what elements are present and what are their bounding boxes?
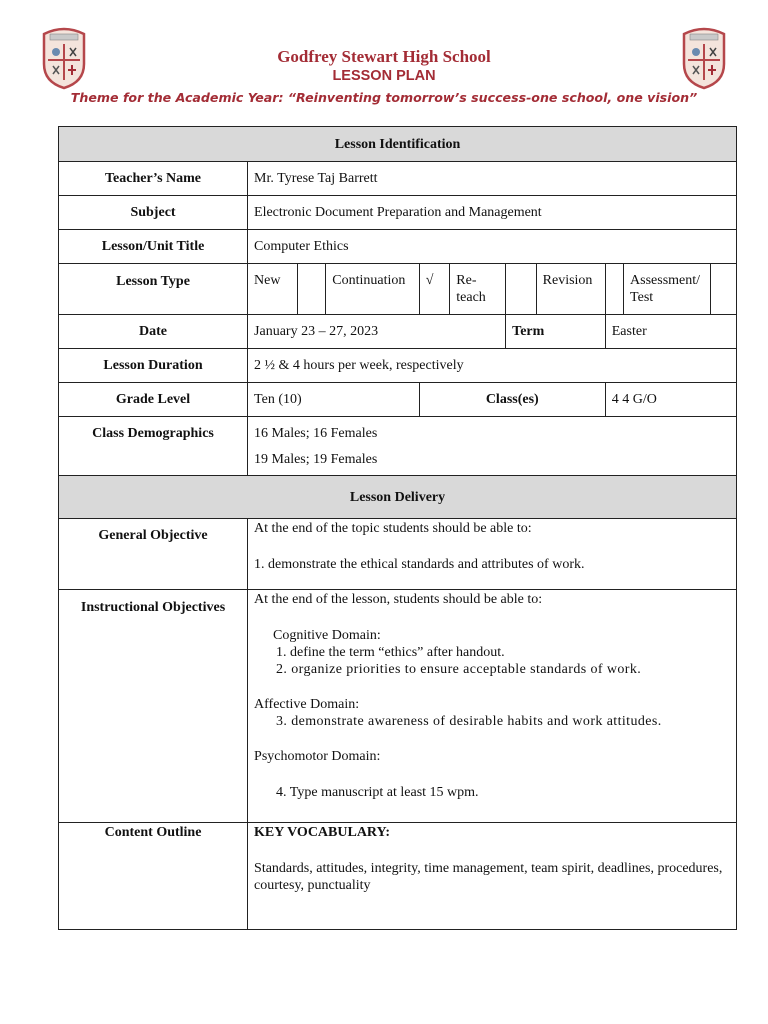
type-option-mark [297, 264, 325, 315]
row-grade [59, 383, 737, 417]
subject-label: Subject [59, 196, 248, 230]
date-label: Date [59, 315, 248, 349]
psychomotor-item: 4. Type manuscript at least 15 wpm. [276, 785, 479, 800]
row-subject [59, 196, 737, 230]
type-option-mark [711, 264, 737, 315]
instructional-objectives-label: Instructional Objectives [59, 590, 248, 823]
teacher-name: Mr. Tyrese Taj Barrett [248, 162, 737, 196]
general-objective-intro: At the end of the topic students should be able to: [254, 521, 532, 536]
row-date [59, 315, 737, 349]
demographics-label: Class Demographics [59, 417, 248, 476]
row-instructional-objectives [59, 590, 737, 823]
cognitive-domain-label: Cognitive Domain: [273, 628, 381, 643]
row-duration [59, 349, 737, 383]
type-option-label: Re-teach [450, 264, 506, 315]
type-option-mark [605, 264, 623, 315]
lesson-type-label: Lesson Type [59, 264, 248, 315]
row-demographics [59, 417, 737, 476]
vocabulary-list: Standards, attitudes, integrity, time management, team spirit, deadlines, procedures, courtesy, punctuality [254, 861, 723, 893]
lesson-title-value: Computer Ethics [248, 230, 737, 264]
section-header-identification [59, 127, 737, 162]
classes-label: Class(es) [419, 383, 605, 417]
general-objective-label: General Objective [59, 519, 248, 590]
demographics-value [248, 417, 737, 476]
row-general-objective [59, 519, 737, 590]
cognitive-item: 1. define the term “ethics” after handout. [276, 645, 505, 660]
term-value: Easter [605, 315, 736, 349]
lesson-plan-table [58, 126, 737, 930]
content-outline-label: Content Outline [59, 823, 248, 930]
classes-value: 4 4 G/O [605, 383, 736, 417]
general-objective-value [248, 519, 737, 590]
teacher-label: Teacher’s Name [59, 162, 248, 196]
demographics-line: 16 Males; 16 Females [254, 426, 378, 441]
demographics-line: 19 Males; 19 Females [254, 452, 378, 467]
type-option-mark: √ [419, 264, 449, 315]
vocabulary-heading: KEY VOCABULARY: [254, 825, 391, 840]
document-title: LESSON PLAN [332, 68, 436, 84]
duration-value: 2 ½ & 4 hours per week, respectively [248, 349, 737, 383]
academic-theme: Theme for the Academic Year: “Reinventing tomorrow’s success-one school, one vision” [70, 90, 698, 105]
school-crest-icon [680, 24, 728, 90]
type-option-label: Continuation [326, 264, 420, 315]
type-option-mark [506, 264, 536, 315]
row-lesson-type [59, 264, 737, 315]
cognitive-item: 2. organize priorities to ensure acceptable standards of work. [276, 662, 642, 677]
type-option-label: Assessment/ Test [624, 264, 711, 315]
date-value: January 23 – 27, 2023 [248, 315, 506, 349]
grade-value: Ten (10) [248, 383, 420, 417]
row-lesson-title [59, 230, 737, 264]
section-heading: Lesson Delivery [59, 476, 737, 519]
term-label: Term [506, 315, 606, 349]
document-header [0, 0, 768, 120]
type-option-label: New [248, 264, 298, 315]
instructional-intro: At the end of the lesson, students should be able to: [254, 592, 543, 607]
content-outline-value [248, 823, 737, 930]
row-teacher [59, 162, 737, 196]
school-name: Godfrey Stewart High School [277, 47, 491, 66]
lesson-title-label: Lesson/Unit Title [59, 230, 248, 264]
section-header-delivery [59, 476, 737, 519]
section-heading: Lesson Identification [59, 127, 737, 162]
subject-value: Electronic Document Preparation and Management [248, 196, 737, 230]
psychomotor-domain-label: Psychomotor Domain: [254, 749, 381, 764]
affective-domain-label: Affective Domain: [254, 697, 360, 712]
general-objective-item: 1. demonstrate the ethical standards and attributes of work. [254, 557, 585, 572]
row-content-outline [59, 823, 737, 930]
type-option-label: Revision [536, 264, 605, 315]
grade-label: Grade Level [59, 383, 248, 417]
instructional-objectives-value [248, 590, 737, 823]
affective-item: 3. demonstrate awareness of desirable habits and work attitudes. [276, 714, 662, 729]
duration-label: Lesson Duration [59, 349, 248, 383]
